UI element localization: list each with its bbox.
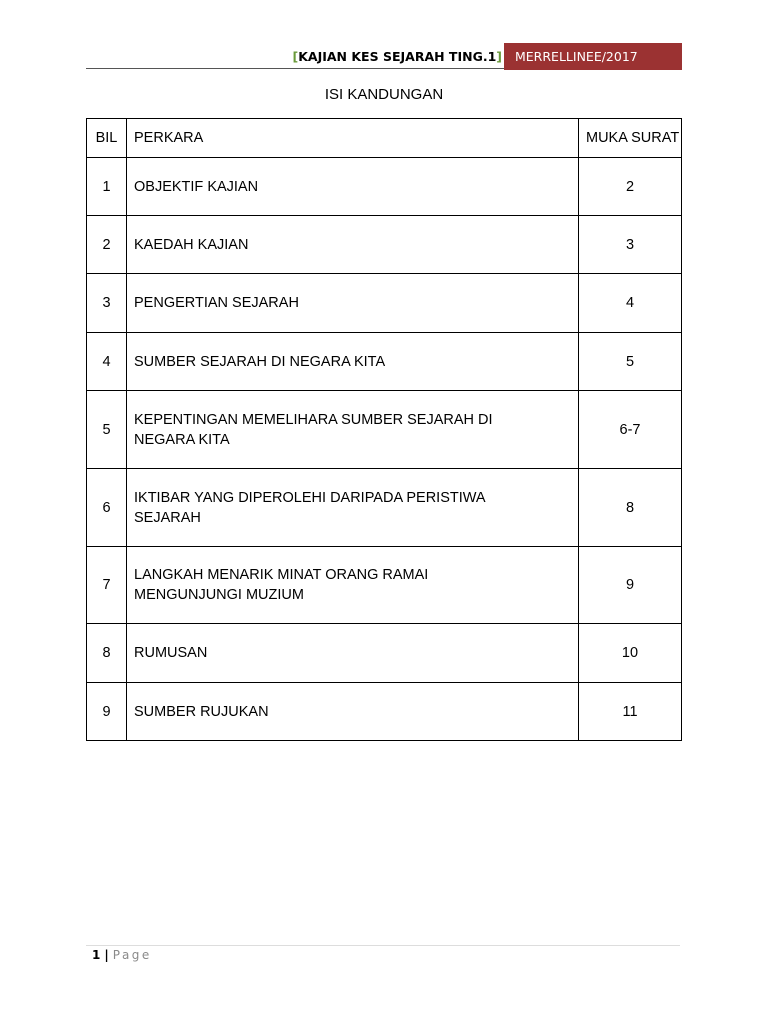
row-muka-surat: 2 xyxy=(579,158,682,216)
row-muka-surat: 6-7 xyxy=(579,391,682,469)
row-perkara: PENGERTIAN SEJARAH xyxy=(127,274,579,333)
row-perkara: IKTIBAR YANG DIPEROLEHI DARIPADA PERISTIWA SEJARAH xyxy=(127,469,579,547)
row-muka-surat: 10 xyxy=(579,624,682,683)
row-muka-surat: 3 xyxy=(579,216,682,274)
row-bil: 6 xyxy=(87,469,127,547)
table-row xyxy=(87,216,682,274)
header-divider xyxy=(86,68,504,69)
row-perkara: SUMBER RUJUKAN xyxy=(127,683,579,741)
header-bil: BIL xyxy=(87,119,127,158)
table-row xyxy=(87,158,682,216)
row-muka-surat: 9 xyxy=(579,547,682,624)
page-separator: | xyxy=(104,948,109,962)
row-bil: 9 xyxy=(87,683,127,741)
page-header xyxy=(0,0,768,72)
row-bil: 5 xyxy=(87,391,127,469)
table-of-contents xyxy=(86,118,682,741)
table-header-row xyxy=(87,119,682,158)
row-perkara: LANGKAH MENARIK MINAT ORANG RAMAI MENGUNJUNGI MUZIUM xyxy=(127,547,579,624)
table-row xyxy=(87,547,682,624)
table-row xyxy=(87,274,682,333)
page-footer xyxy=(92,948,152,962)
table-row xyxy=(87,624,682,683)
row-perkara: RUMUSAN xyxy=(127,624,579,683)
table-body xyxy=(87,158,682,741)
bracket-close: ] xyxy=(496,49,502,64)
page-label: Page xyxy=(112,948,152,962)
row-perkara: KAEDAH KAJIAN xyxy=(127,216,579,274)
footer-divider xyxy=(86,945,680,946)
header-title xyxy=(293,49,503,64)
bracket-open: [ xyxy=(292,49,299,64)
row-bil: 7 xyxy=(87,547,127,624)
row-bil: 1 xyxy=(87,158,127,216)
row-perkara: KEPENTINGAN MEMELIHARA SUMBER SEJARAH DI NEGARA KITA xyxy=(127,391,579,469)
row-bil: 4 xyxy=(87,333,127,391)
table-row xyxy=(87,391,682,469)
table-row xyxy=(87,333,682,391)
table-row xyxy=(87,683,682,741)
row-bil: 2 xyxy=(87,216,127,274)
row-muka-surat: 11 xyxy=(579,683,682,741)
document-title: ISI KANDUNGAN xyxy=(324,86,444,103)
row-muka-surat: 4 xyxy=(579,274,682,333)
table-row xyxy=(87,469,682,547)
row-muka-surat: 8 xyxy=(579,469,682,547)
row-bil: 8 xyxy=(87,624,127,683)
page-number: 1 xyxy=(92,948,101,962)
header-title-text: KAJIAN KES SEJARAH TING.1 xyxy=(298,49,497,64)
row-muka-surat: 5 xyxy=(579,333,682,391)
row-perkara: SUMBER SEJARAH DI NEGARA KITA xyxy=(127,333,579,391)
row-bil: 3 xyxy=(87,274,127,333)
header-muka-surat: MUKA SURAT xyxy=(579,119,682,158)
header-author-badge: MERRELLINEE/2017 xyxy=(504,43,682,70)
header-perkara: PERKARA xyxy=(127,119,579,158)
row-perkara: OBJEKTIF KAJIAN xyxy=(127,158,579,216)
